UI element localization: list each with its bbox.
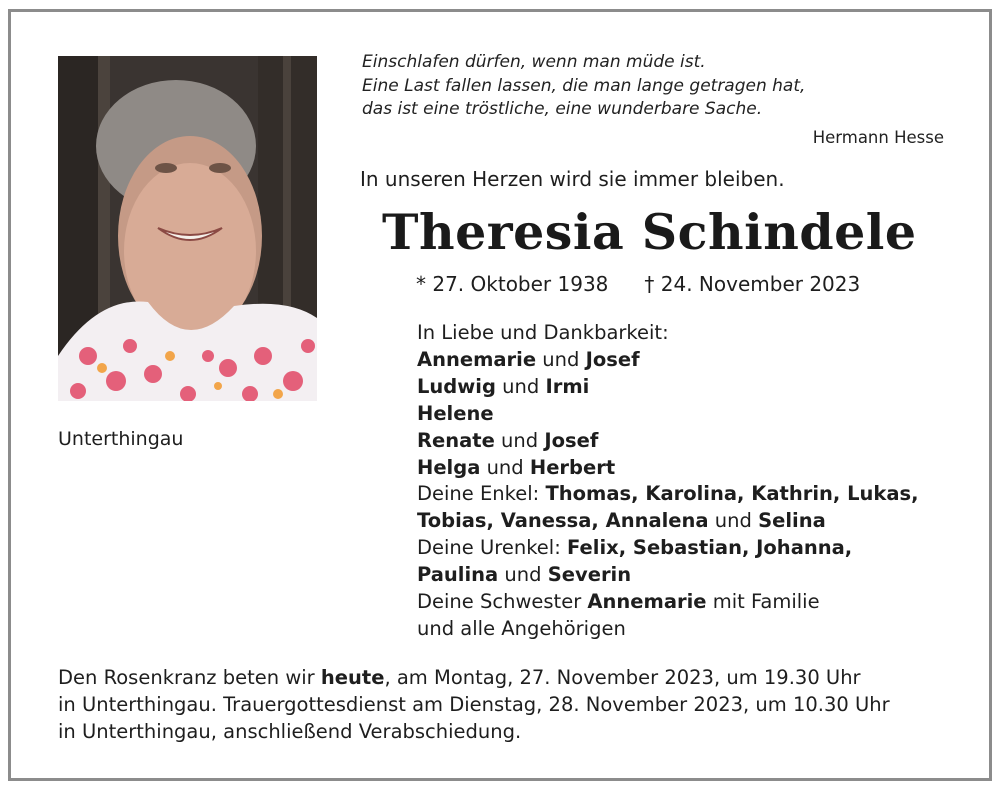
service-text: Den Rosenkranz beten wir [58, 666, 315, 689]
sister-name: Annemarie [587, 590, 707, 614]
conjunction: und [504, 563, 542, 587]
portrait-photo [58, 56, 317, 401]
mourner-name: Helene [417, 401, 494, 425]
great-grandchildren-row [417, 562, 957, 589]
grandchild-name: Karolina [645, 482, 738, 506]
mourner-row [417, 455, 957, 482]
conjunction: und [501, 428, 539, 452]
mourner-name: Josef [585, 347, 640, 371]
conjunction: und [542, 347, 580, 371]
mourner-row [417, 428, 957, 455]
mourner-row [417, 374, 957, 401]
place-of-residence: Unterthingau [58, 428, 184, 450]
conjunction: und [714, 509, 752, 533]
mourner-row [417, 401, 957, 428]
grandchildren-row: Deine Enkel: Thomas, Karolina, Kathrin, Lukas, [417, 482, 919, 506]
quote-line: das ist eine tröstliche, eine wunderbare Sache. [362, 99, 763, 119]
great-grandchild-name: Johanna [756, 536, 845, 560]
sister-suffix: mit Familie [712, 590, 820, 614]
service-line: in Unterthingau, anschließend Verabschiedung. [58, 720, 522, 743]
grandchild-name: Tobias [417, 509, 487, 533]
relatives-row: und alle Angehörigen [417, 616, 626, 640]
mourner-row [417, 347, 957, 374]
grandchildren-row [417, 508, 957, 535]
separator: , [737, 482, 752, 506]
separator: , [832, 482, 848, 506]
intro-text: In unseren Herzen wird sie immer bleiben. [360, 167, 785, 191]
quote-author: Hermann Hesse [812, 127, 944, 147]
life-dates [416, 270, 860, 298]
death-date: † 24. November 2023 [644, 272, 861, 296]
grandchild-name: Kathrin [751, 482, 833, 506]
separator: , [591, 509, 606, 533]
mourner-name: Herbert [529, 455, 616, 479]
grandchild-name: Selina [758, 509, 826, 533]
mourner-name: Irmi [545, 374, 590, 398]
birth-date: * 27. Oktober 1938 [416, 272, 609, 296]
quote-block [362, 51, 944, 149]
quote-line: Eine Last fallen lassen, die man lange getragen hat, [362, 75, 806, 96]
grandchild-name: Thomas [545, 482, 632, 506]
deceased-name: Theresia Schindele [382, 203, 917, 261]
separator: , [486, 509, 501, 533]
grandchildren-label: Deine Enkel: [417, 482, 540, 506]
service-highlight: heute [320, 666, 385, 689]
service-line [58, 664, 958, 691]
mourner-name: Annemarie [417, 347, 537, 371]
mourners-heading: In Liebe und Dankbarkeit: [417, 321, 669, 344]
separator: , [741, 536, 757, 560]
great-grandchild-name: Severin [547, 563, 632, 587]
great-grandchildren-row: Deine Urenkel: Felix, Sebastian, Johanna, [417, 536, 853, 560]
grandchild-name: Lukas [847, 482, 912, 506]
separator: , [618, 536, 633, 560]
service-info [58, 664, 958, 745]
separator: , [631, 482, 646, 506]
sister-row [417, 589, 957, 616]
service-line: in Unterthingau. Trauergottesdienst am Dienstag, 28. November 2023, um 10.30 Uhr [58, 693, 890, 716]
great-grandchild-name: Paulina [417, 563, 499, 587]
conjunction: und [502, 374, 540, 398]
great-grandchild-name: Felix [567, 536, 619, 560]
mourners-list [417, 320, 957, 643]
mourner-name: Renate [417, 428, 495, 452]
service-text: , am Montag, 27. November 2023, um 19.30 Uhr [384, 666, 861, 689]
grandchild-name: Vanessa [500, 509, 592, 533]
mourner-name: Ludwig [417, 374, 496, 398]
grandchild-name: Annalena [605, 509, 709, 533]
great-grandchildren-label: Deine Urenkel: [417, 536, 561, 560]
quote-line: Einschlafen dürfen, wenn man müde ist. [362, 52, 706, 72]
sister-prefix: Deine Schwester [417, 590, 582, 614]
mourner-name: Josef [544, 428, 599, 452]
great-grandchild-name: Sebastian [632, 536, 742, 560]
mourner-name: Helga [417, 455, 481, 479]
conjunction: und [486, 455, 524, 479]
